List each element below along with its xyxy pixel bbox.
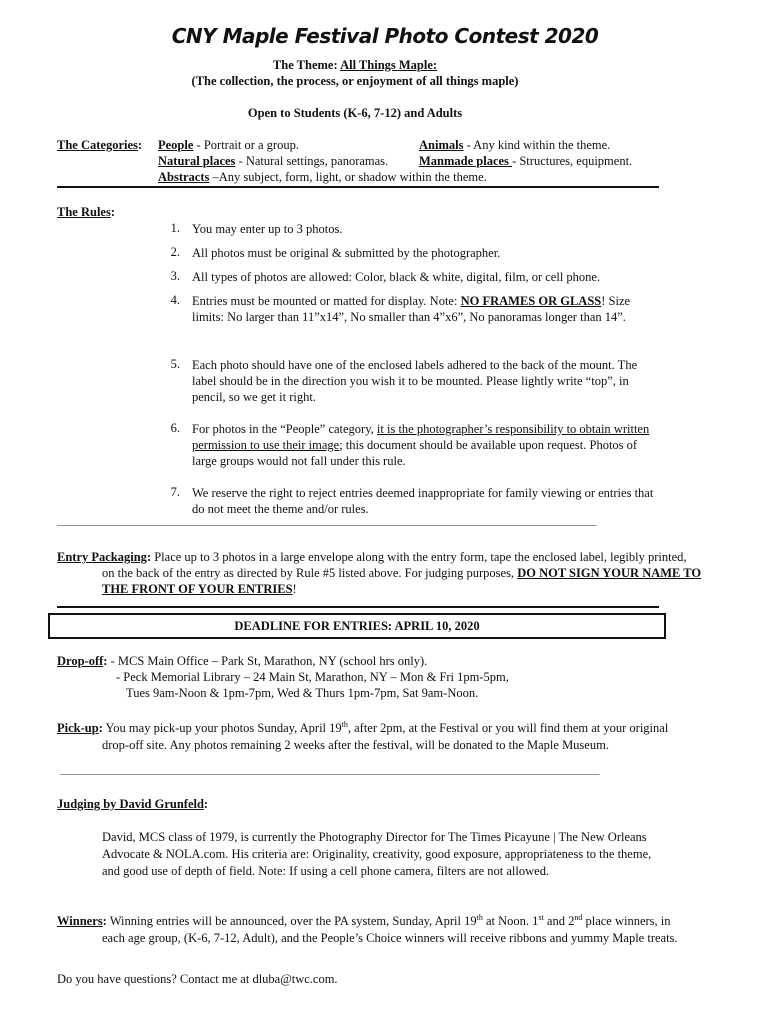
- theme-description: (The collection, the process, or enjoyment of all things maple): [191, 74, 519, 88]
- category-abstracts: [158, 170, 487, 185]
- theme-value: All Things Maple:: [340, 58, 438, 72]
- category-desc: - Any kind within the theme.: [463, 138, 611, 152]
- permission-notice: it is the photographer’s responsibility to obtain written permission to use their image: [192, 422, 650, 452]
- rule-text-part: ! Size limits: No larger than 11”x14”, No smaller than 4”x6”, No panoramas longer than 14”.: [192, 294, 631, 324]
- category-desc: –Any subject, form, light, or shadow within the theme.: [209, 170, 487, 184]
- rule-number: 6.: [170, 421, 180, 435]
- dropoff-label: Drop-off: [57, 654, 104, 668]
- page-title: CNY Maple Festival Photo Contest 2020: [171, 24, 599, 48]
- deadline-divider: [57, 606, 659, 608]
- rule-text: All photos must be original & submitted by the photographer.: [192, 246, 501, 260]
- judging-heading: [57, 797, 208, 812]
- entry-packaging-label: Entry Packaging: [57, 550, 147, 564]
- rule-text-part: For photos in the “People” category,: [192, 422, 377, 436]
- entry-packaging: [57, 549, 702, 597]
- judging-colon: :: [203, 797, 209, 811]
- no-frames-notice: NO FRAMES OR GLASS: [460, 294, 602, 308]
- questions-contact: Do you have questions? Contact me at dluba@twc.com.: [57, 972, 338, 986]
- ordinal-suffix: nd: [574, 913, 583, 922]
- pickup-text: You may pick-up your photos Sunday, April 19: [102, 721, 342, 736]
- dropoff-location: - MCS Main Office – Park St, Marathon, NY (school hrs only).: [107, 654, 428, 668]
- winners-label: Winners: [57, 914, 103, 929]
- pickup-label: Pick-up: [57, 721, 99, 736]
- categories-divider: [57, 186, 659, 188]
- category-people: [158, 138, 299, 153]
- rule-text-part: ; this document should be available upon request. Photos of large groups would not fall under this rule.: [192, 438, 638, 468]
- theme-line: [0, 58, 710, 73]
- winners-text: at Noon. 1: [482, 914, 539, 929]
- winners-text: Winning entries will be announced, over the PA system, Sunday, April 19: [106, 914, 477, 929]
- winners-colon: :: [102, 914, 107, 929]
- rule-number: 1.: [170, 221, 180, 235]
- category-manmade-places: [419, 154, 632, 169]
- categories-label: The Categories: [57, 138, 138, 152]
- winners: [57, 909, 687, 947]
- category-desc: - Structures, equipment.: [512, 154, 633, 168]
- rule-text: Each photo should have one of the enclosed labels adhered to the back of the mount. The label should be in the direction you wish it to be mounted. Please lightly write “top”, in pencil, so we get it right.: [192, 358, 638, 404]
- rules-colon: :: [110, 205, 115, 219]
- rules-heading: [57, 205, 115, 220]
- rule-text: All types of photos are allowed: Color, black & white, digital, film, or cell phone.: [192, 270, 601, 284]
- pickup-text: , after 2pm, at the Festival or you will find them at your original drop-off site. Any photos remaining 2 weeks after the festival, will be donated to the Maple Museum.: [102, 721, 669, 753]
- entry-packaging-colon: :: [146, 550, 152, 564]
- rule-number: 7.: [170, 485, 180, 499]
- do-not-sign-notice: DO NOT SIGN YOUR NAME TO THE FRONT OF YOUR ENTRIES: [102, 566, 702, 596]
- winners-text: place winners, in each age group, (K-6, 7-12, Adult), and the People’s Choice winners will receive ribbons and yummy Maple treats.: [102, 914, 678, 946]
- rule-number: 2.: [170, 245, 180, 259]
- entry-packaging-text: Place up to 3 photos in a large envelope along with the entry form, tape the enclosed label, legibly printed, on the back of the entry as directed by Rule #5 listed above. For judging purposes,: [102, 550, 687, 580]
- categories-colon: :: [137, 138, 143, 152]
- dropoff-line-2: - Peck Memorial Library – 24 Main St, Marathon, NY – Mon & Fri 1pm-5pm,: [116, 670, 509, 684]
- category-name: Natural places: [158, 154, 236, 168]
- category-desc: - Portrait or a group.: [193, 138, 299, 152]
- open-to: Open to Students (K-6, 7-12) and Adults: [247, 106, 463, 120]
- categories-heading: [57, 138, 142, 153]
- category-natural-places: [158, 154, 388, 169]
- ordinal-suffix: st: [538, 913, 544, 922]
- rules-label: The Rules: [57, 205, 111, 219]
- judging-text: David, MCS class of 1979, is currently the Photography Director for The Times Picayune | The New Orleans Advocate & NOLA.com. His criteria are: Originality, creativity, good exposure, appropriateness to the theme, and good use of depth of field. Note: If using a cell phone camera, filters are not allowed.: [102, 830, 652, 878]
- pickup: [57, 716, 687, 754]
- ordinal-suffix: th: [341, 720, 348, 729]
- dropoff-line-3: Tues 9am-Noon & 1pm-7pm, Wed & Thurs 1pm-7pm, Sat 9am-Noon.: [126, 686, 479, 700]
- category-animals: [419, 138, 610, 153]
- rule-number: 4.: [170, 293, 180, 307]
- rule-text: [192, 293, 662, 325]
- dropoff-colon: :: [103, 654, 108, 668]
- category-desc: - Natural settings, panoramas.: [235, 154, 389, 168]
- rule-text-part: Entries must be mounted or matted for display. Note:: [192, 294, 461, 308]
- rule-text: We reserve the right to reject entries deemed inappropriate for family viewing or entries that do not meet the theme and/or rules.: [192, 486, 654, 516]
- category-name: Abstracts: [158, 170, 210, 184]
- pickup-colon: :: [98, 721, 103, 736]
- theme-label: The Theme:: [272, 58, 338, 72]
- entry-packaging-end: !: [292, 582, 297, 596]
- rule-text: [192, 421, 662, 469]
- rule-number: 3.: [170, 269, 180, 283]
- judging-label: Judging by David Grunfeld: [57, 797, 204, 811]
- ordinal-suffix: th: [476, 913, 483, 922]
- category-name: People: [158, 138, 194, 152]
- winners-text: and 2: [543, 914, 575, 929]
- dropoff-line-1: [57, 654, 427, 669]
- separator-line: ______________________________________________________________________________________________________________: [60, 764, 600, 776]
- category-name: Manmade places: [419, 154, 513, 168]
- deadline-banner: DEADLINE FOR ENTRIES: APRIL 10, 2020: [48, 613, 666, 639]
- rule-text: You may enter up to 3 photos.: [192, 222, 343, 236]
- separator-line: ______________________________________________________________________________________________________________: [57, 515, 597, 527]
- category-name: Animals: [419, 138, 464, 152]
- rule-number: 5.: [170, 357, 180, 371]
